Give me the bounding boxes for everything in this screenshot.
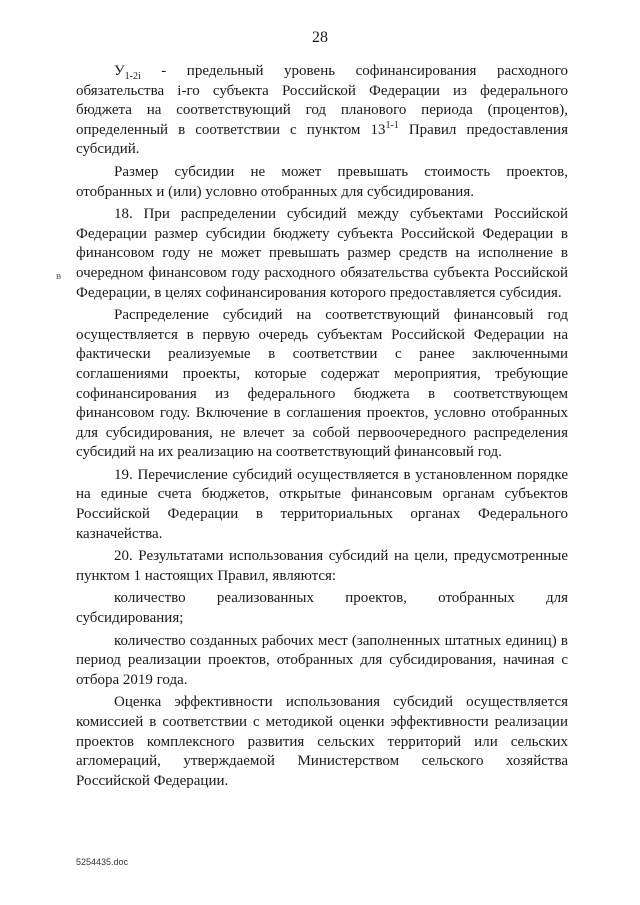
- definition-line-5: субсидий.: [76, 141, 140, 158]
- document-body: [76, 62, 568, 794]
- definition-line-3: бюджета на соответствующий год планового периода (процентов),: [76, 102, 568, 119]
- paragraph-18: 18. При распределении субсидий между субъектами Российской Федерации размер субсидии бюджету субъекта Российской Федерации в финансовом году не может превышать размер средств на исполнение в очередном финансовом году расходного обязательства субъекта Российской Федерации, в целях софинансирования которого предоставляется субсидия.: [76, 206, 568, 301]
- paragraph-19: 19. Перечисление субсидий осуществляется в установленном порядке на единые счета бюджетов, открытые финансовым органам субъектов Российской Федерации в территориальных органах Федерального казначейства.: [76, 466, 568, 542]
- definition-line-4-after: Правил предоставления: [398, 121, 568, 138]
- paragraph-result-projects: количество реализованных проектов, отобранных для субсидирования;: [76, 590, 568, 627]
- paragraph-20: 20. Результатами использования субсидий на цели, предусмотренные пунктом 1 настоящих Правил, являются:: [76, 548, 568, 584]
- margin-mark: в: [56, 270, 62, 282]
- definition-line-1-text: - предельный уровень софинансирования расходного: [140, 63, 568, 79]
- symbol-subscript: 1-2i: [124, 71, 141, 82]
- page-number: 28: [312, 29, 328, 46]
- definition-line-1: [76, 62, 568, 82]
- paragraph-distribution: Распределение субсидий на соответствующий финансовый год осуществляется в первую очередь субъектам Российской Федерации на фактически реализуемые в соответствии с ранее заключенными соглашениями проекты, которые содержат мероприятия, требующие софинансирования из федерального бюджета в соответствующем финансовом году. Включение в соглашения проектов, условно отобранных для субсидирования, не влечет за собой первоочередного распределения субсидий на их реализацию на соответствующий финансовый год.: [76, 307, 568, 461]
- definition-block: [76, 62, 568, 160]
- footer-document-code: 5254435.doc: [76, 857, 129, 867]
- paragraph-efficiency: Оценка эффективности использования субсидий осуществляется комиссией в соответствии с методикой оценки эффективности реализации проектов комплексного развития сельских территорий или сельских агломераций, утверждаемой Министерством сельского хозяйства Российской Федерации.: [76, 694, 568, 789]
- paragraph-result-jobs: количество созданных рабочих мест (заполненных штатных единиц) в период реализации проектов, отобранных для субсидирования, начиная с отбора 2019 года.: [76, 632, 568, 688]
- definition-line-4-before: определенный в соответствии с пунктом 13: [76, 121, 386, 138]
- definition-line-2: обязательства i-го субъекта Российской Федерации из федерального: [76, 82, 568, 99]
- symbol-base: У: [114, 63, 125, 79]
- rule-superscript: 1-1: [385, 120, 399, 131]
- definition-line-4: [76, 121, 568, 141]
- paragraph-subsidy-size: Размер субсидии не может превышать стоимость проектов, отобранных и (или) условно отобранных для субсидирования.: [76, 163, 568, 200]
